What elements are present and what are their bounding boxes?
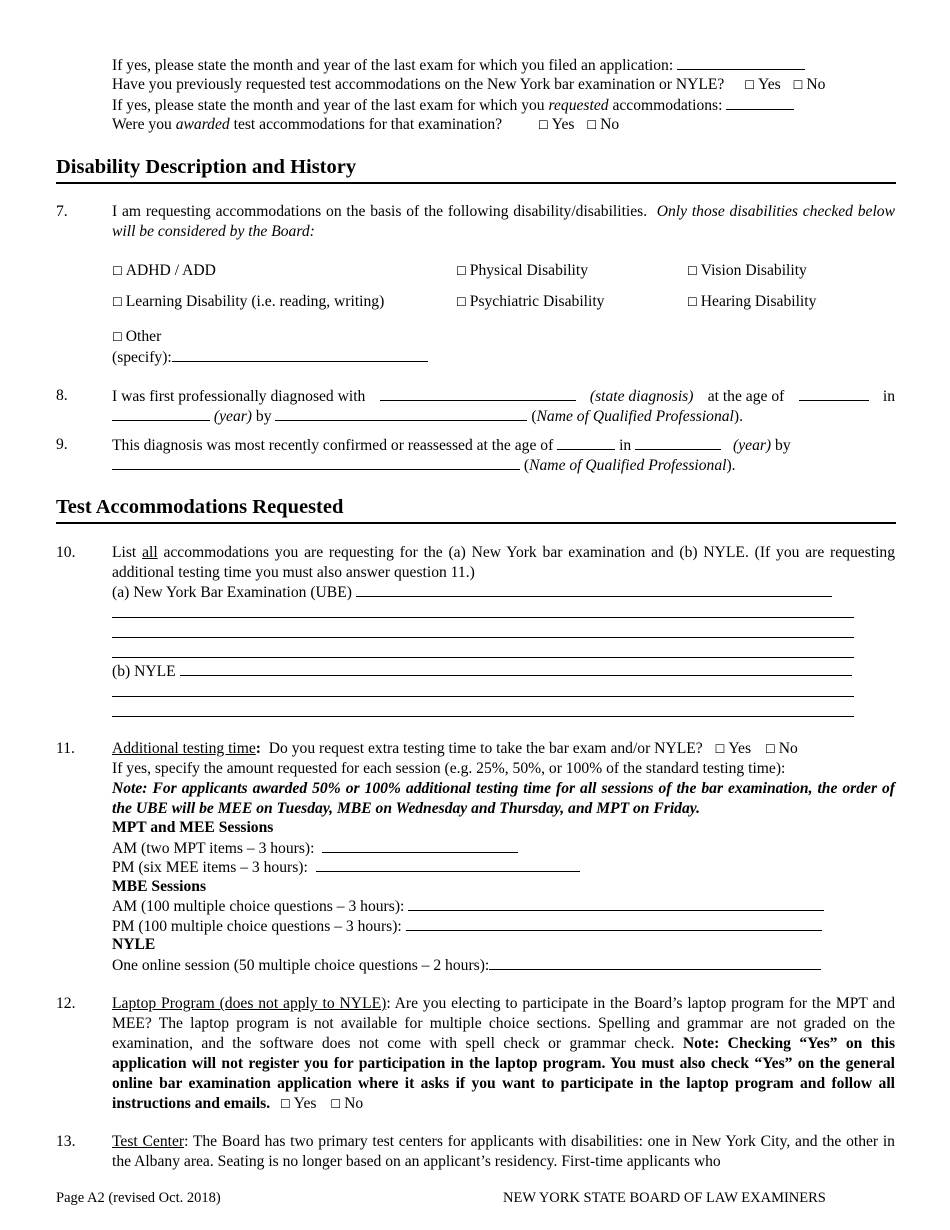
nyle-session-blank[interactable] — [489, 955, 821, 970]
reassessed-professional-blank[interactable] — [112, 455, 520, 470]
mpt-am-row: AM (two MPT items – 3 hours): — [112, 838, 518, 859]
ube-accommodations-blank[interactable] — [356, 582, 832, 597]
question-number-11: 11. — [56, 740, 75, 757]
other-specify: (specify): — [112, 347, 428, 368]
question-number-7: 7. — [56, 203, 68, 220]
extra-time-yes-checkbox[interactable]: ☐ Yes — [714, 740, 752, 757]
extra-time-specify: If yes, specify the amount requested for each session (e.g. 25%, 50%, or 100% of the standard testing time): — [112, 760, 786, 777]
question-number-9: 9. — [56, 436, 68, 453]
checkbox-icon: ☐ — [112, 330, 123, 344]
reassessed-age-blank[interactable] — [557, 435, 615, 450]
nyle-session-row: One online session (50 multiple choice questions – 2 hours): — [112, 955, 821, 976]
extra-time-no-checkbox[interactable]: ☐ No — [764, 740, 798, 757]
other-disability-checkbox[interactable]: ☐ Other — [112, 328, 162, 345]
question-8-line-2: (year) by (Name of Qualified Professional). — [112, 406, 743, 427]
footer-organization: NEW YORK STATE BOARD OF LAW EXAMINERS — [503, 1190, 826, 1206]
adhd-checkbox[interactable]: ☐ ADHD / ADD — [112, 262, 216, 279]
mpt-am-blank[interactable] — [322, 838, 518, 853]
psychiatric-disability-checkbox[interactable]: ☐ Psychiatric Disability — [456, 293, 605, 310]
ube-accommodations-line[interactable] — [112, 657, 854, 658]
checkbox-icon: ☐ — [687, 264, 698, 278]
mbe-pm-row: PM (100 multiple choice questions – 3 hours): — [112, 916, 822, 937]
checkbox-icon: ☐ — [456, 295, 467, 309]
reassessed-year-blank[interactable] — [635, 435, 721, 450]
nyle-accommodations-label: (b) NYLE — [112, 661, 852, 682]
checkbox-icon: ☐ — [687, 295, 698, 309]
other-specify-blank[interactable] — [172, 347, 428, 362]
extra-time-note: Note: For applicants awarded 50% or 100% additional testing time for all sessions of the bar examination, the order of the UBE will be MEE on Tuesday, MBE on Wednesday and Thursday, and MPT on Friday. — [112, 780, 895, 817]
checkbox-icon: ☐ — [112, 295, 123, 309]
nyle-accommodations-line[interactable] — [112, 696, 854, 697]
physical-disability-checkbox[interactable]: ☐ Physical Disability — [456, 262, 589, 279]
diagnosis-blank[interactable] — [380, 386, 576, 401]
ube-accommodations-label: (a) New York Bar Examination (UBE) — [112, 582, 832, 603]
mee-pm-row: PM (six MEE items – 3 hours): — [112, 857, 580, 878]
question-9-line-1: This diagnosis was most recently confirmed or reassessed at the age of in (year) by — [112, 437, 791, 454]
question-number-13: 13. — [56, 1133, 76, 1150]
mbe-heading: MBE Sessions — [112, 878, 207, 895]
previous-request-no-checkbox[interactable]: ☐ No — [792, 76, 826, 93]
awarded-no-checkbox[interactable]: ☐ No — [586, 116, 620, 133]
checkbox-icon: ☐ — [714, 742, 726, 756]
ube-accommodations-line[interactable] — [112, 637, 854, 638]
nyle-heading: NYLE — [112, 936, 156, 953]
question-number-10: 10. — [56, 544, 76, 561]
question-12-text: Laptop Program (does not apply to NYLE): Are you electing to participate in the Board’s laptop program for the MPT and MEE? The laptop program is not available for multiple choice sections. Spelling and grammar are not graded on the examination, and the software does not come with spell check or grammar check. Note: Checking “Yes” on this application will not register you for participation in the laptop program. You must also check “Yes” on the general online bar examination application where it asks if you want to participate in the laptop program and follow all instructions and emails. ☐ Yes ☐ No — [112, 995, 896, 1112]
mpt-mee-heading: MPT and MEE Sessions — [112, 819, 274, 836]
question-7-text: I am requesting accommodations on the basis of the following disability/disabilities. Only those disabilities checked below will be considered by the Board: — [112, 203, 896, 240]
checkbox-icon: ☐ — [280, 1097, 291, 1111]
previous-request-question: Have you previously requested test accommodations on the New York bar examination or NYLE? ☐ Yes ☐ No — [112, 76, 826, 93]
checkbox-icon: ☐ — [764, 742, 776, 756]
awarded-yes-checkbox[interactable]: ☐ Yes — [538, 116, 575, 133]
filed-exam-question: If yes, please state the month and year of the last exam for which you filed an application: — [112, 55, 805, 76]
question-number-12: 12. — [56, 995, 76, 1012]
nyle-accommodations-blank[interactable] — [180, 661, 852, 676]
laptop-no-checkbox[interactable]: ☐ No — [330, 1095, 364, 1112]
checkbox-icon: ☐ — [744, 78, 756, 92]
filed-exam-blank[interactable] — [677, 55, 805, 70]
mbe-pm-blank[interactable] — [406, 916, 822, 931]
nyle-accommodations-line[interactable] — [112, 716, 854, 717]
diagnosis-year-blank[interactable] — [112, 406, 210, 421]
question-11-text: Additional testing time: Do you request extra testing time to take the bar exam and/or NYLE? ☐ Yes ☐ No — [112, 740, 798, 757]
ube-accommodations-line[interactable] — [112, 617, 854, 618]
laptop-yes-checkbox[interactable]: ☐ Yes — [280, 1095, 317, 1112]
footer-page-number: Page A2 (revised Oct. 2018) — [56, 1190, 221, 1206]
question-13-text: Test Center: The Board has two primary test centers for applicants with disabilities: one in New York City, and the other in the Albany area. Seating is no longer based on an applicant’s residency. First-time applicants who — [112, 1133, 895, 1170]
requested-exam-blank[interactable] — [726, 95, 794, 110]
diagnosis-age-blank[interactable] — [799, 386, 869, 401]
diagnosis-professional-blank[interactable] — [275, 406, 527, 421]
checkbox-icon: ☐ — [538, 118, 549, 132]
awarded-question: Were you awarded test accommodations for that examination? ☐ Yes ☐ No — [112, 116, 620, 133]
question-number-8: 8. — [56, 387, 68, 404]
section-heading-accommodations: Test Accommodations Requested — [56, 494, 896, 524]
section-heading-disability: Disability Description and History — [56, 154, 896, 184]
question-10-text: List all accommodations you are requesting for the (a) New York bar examination and (b) NYLE. (If you are requesting additional testing time you must also answer question 11.) — [112, 544, 895, 581]
mbe-am-blank[interactable] — [408, 896, 824, 911]
mee-pm-blank[interactable] — [316, 857, 580, 872]
checkbox-icon: ☐ — [456, 264, 467, 278]
requested-exam-question: If yes, please state the month and year of the last exam for which you requested accommodations: — [112, 95, 794, 116]
mbe-am-row: AM (100 multiple choice questions – 3 hours): — [112, 896, 824, 917]
hearing-disability-checkbox[interactable]: ☐ Hearing Disability — [687, 293, 817, 310]
checkbox-icon: ☐ — [792, 78, 804, 92]
question-8-line-1: I was first professionally diagnosed with (state diagnosis) at the age of in — [112, 388, 895, 405]
learning-disability-checkbox[interactable]: ☐ Learning Disability (i.e. reading, writing) — [112, 293, 385, 310]
checkbox-icon: ☐ — [112, 264, 123, 278]
question-9-line-2: (Name of Qualified Professional). — [112, 455, 736, 476]
checkbox-icon: ☐ — [330, 1097, 342, 1111]
vision-disability-checkbox[interactable]: ☐ Vision Disability — [687, 262, 807, 279]
previous-request-yes-checkbox[interactable]: ☐ Yes — [744, 76, 781, 93]
checkbox-icon: ☐ — [586, 118, 598, 132]
